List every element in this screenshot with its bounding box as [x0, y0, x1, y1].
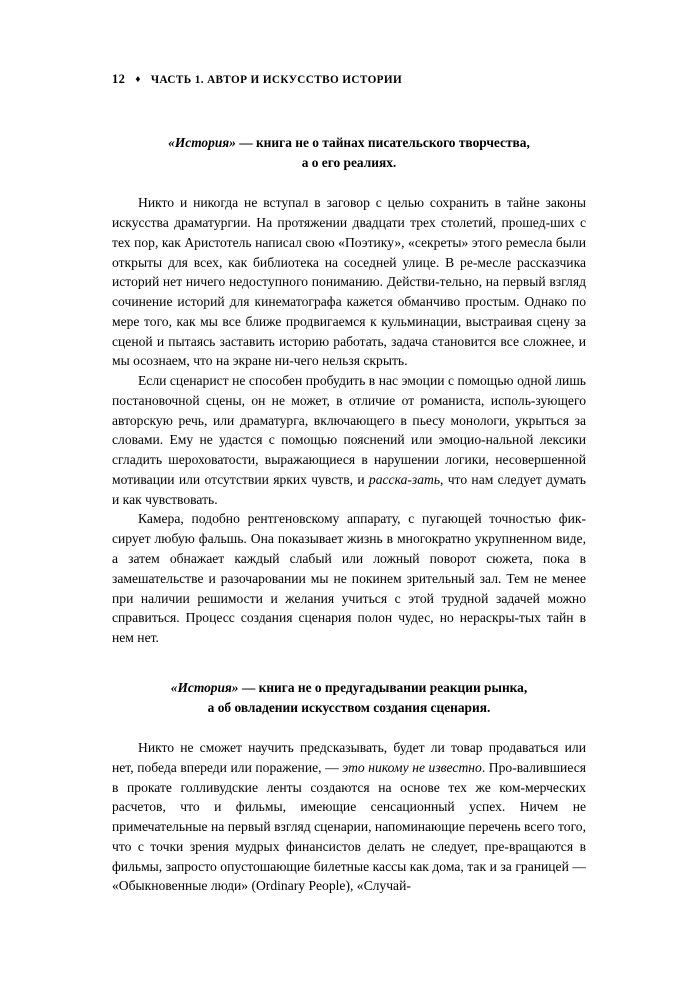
page-number: 12 [112, 72, 126, 86]
paragraph-2-part-a: Если сценарист не способен пробудить в нас эмоции с помощью одной лишь постановочной сцены, он не может, в отличие от романиста, исполь-зующего авторскую речь, или драматурга, включающего в пьесу монологи, укрыться за словами. Ему не удастся с помощью пояснений или эмоцио-нальной лексики сгладить шероховатости, выражающиеся в нарушении логики, несовершенной мотивации или отсутствии ярких чувств, и [112, 373, 586, 487]
paragraph-3: Камера, подобно рентгеновскому аппарату, с пугающей точностью фик-сирует любую фальшь. Она показывает жизнь в многократно укрупненном виде, а затем обнажает каждый слабый или ложный поворот сюжета, пока в замешательстве и разочаровании мы не покинем зрительный зал. Тем не менее при наличии решимости и желания учиться с этой трудной задачей можно справиться. Процесс создания сценария полон чудес, но нераскры-тых тайн в нем нет. [112, 511, 586, 646]
paragraph-2-part-b: , что нам следует думать и как чувствовать. [112, 471, 586, 507]
paragraph-1: Никто и никогда не вступал в заговор с целью сохранить в тайне законы искусства драматургии. На протяжении двадцати трех столетий, прошед-ших с тех пор, как Аристотель написал свою «Поэтику», «секреты» этого ремесла были открыты для всех, как библиотека на соседней улице. В ре-месле рассказчика историй нет ничего недоступного пониманию. Действи-тельно, на первый взгляд сочинение историй для кинематографа кажется обманчиво простым. Однако по мере того, как мы все ближе продвигаемся к кульминации, выстраивая сцену за сценой и пытаясь заставить историю работать, задача становится все сложнее, и мы осознаем, что на экране ни-чего нельзя скрыть. [112, 195, 586, 369]
callout-first-emphasis: «История» [168, 135, 236, 150]
callout-first-line1: — книга не о тайнах писательского творчества, [235, 135, 530, 150]
paragraph-4-emphasis: это никому не известно [342, 759, 482, 775]
paragraph-2-emphasis: расска-зать [368, 471, 441, 487]
paragraph-2 [112, 371, 586, 509]
running-head [112, 72, 586, 87]
callout-second-emphasis: «История» [170, 679, 239, 695]
running-head-title: ЧАСТЬ 1. АВТОР И ИСКУССТВО ИСТОРИИ [150, 74, 403, 86]
callout-first [112, 133, 586, 173]
paragraph-4-part-a: Никто не сможет научить предсказывать, будет ли товар продаваться или нет, победа впереди или поражение, — [112, 740, 586, 775]
diamond-icon: ♦ [135, 74, 141, 85]
callout-second-line2: а об овладении искусством создания сценария. [207, 699, 491, 715]
paragraph-4 [112, 738, 586, 896]
callout-second-line1: — книга не о предугадывании реакции рынка, [238, 679, 528, 695]
callout-second [112, 678, 586, 718]
paragraph-4-part-b: . Про-валившиеся в прокате голливудские ленты создаются на основе тех же ком-мерческих расчетов, что и фильмы, имеющие сенсационный успех. Ничем не примечательные на первый взгляд сценарии, напоминающие перечень всего того, что с точки зрения мудрых финансистов делать не следует, пре-вращаются в фильмы, запросто опустошающие билетные кассы как дома, так и за границей — «Обыкновенные люди» (Ordinary People), «Случай- [112, 759, 586, 894]
callout-first-line2: а о его реалиях. [301, 155, 397, 171]
